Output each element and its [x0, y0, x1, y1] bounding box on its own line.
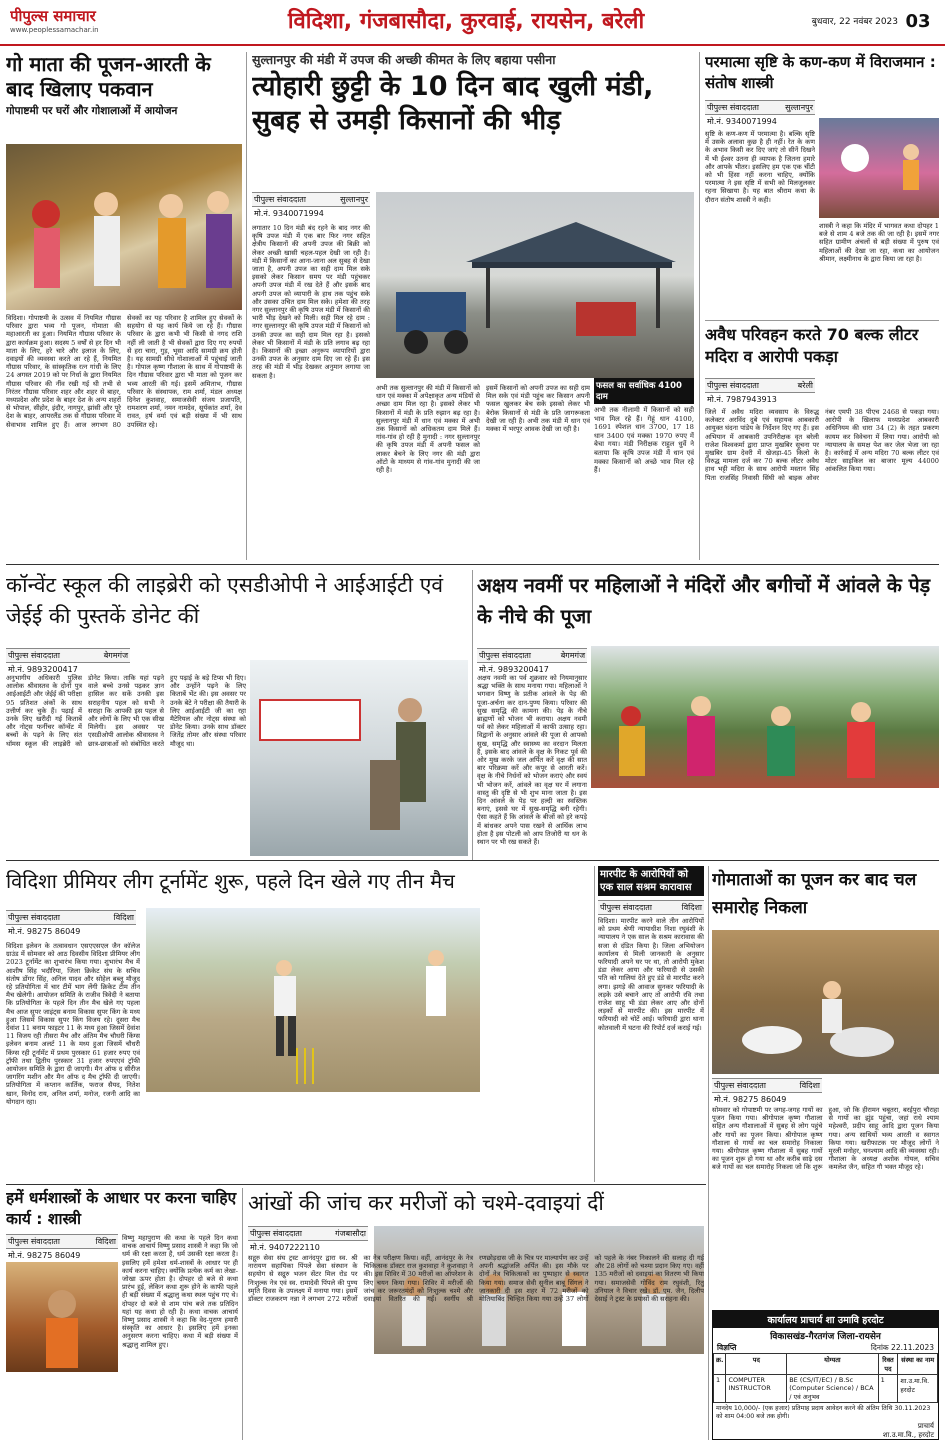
mobile: मो.नं. 9340071994 — [707, 117, 777, 126]
byline-block — [705, 378, 815, 406]
mobile: मो.नं. 98275 86049 — [8, 1251, 81, 1260]
ad-sign-2: शा.उ.मा.वि., हरदोट — [882, 1431, 934, 1440]
headline: गो माता की पूजन-आरती के बाद खिलाए पकवान — [6, 52, 211, 101]
mobile: मो.नं. 98275 86049 — [714, 1095, 787, 1104]
location: गंजबासौदा — [335, 1229, 366, 1238]
subheadline: गोपाष्टमी पर घरों और गोशालाओं में आयोजन — [6, 105, 178, 117]
cell-institute: शा.उ.मा.वि. हरदोट — [898, 1375, 938, 1403]
story-gomata-juloos — [712, 866, 939, 1306]
location: सुल्तानपुर — [340, 195, 368, 204]
reporter: पीपुल्स संवाददाता — [600, 903, 652, 912]
col-institute: संस्था का नाम — [898, 1354, 938, 1375]
city-banner — [186, 4, 746, 40]
photo-mandi — [376, 192, 694, 378]
byline-block — [712, 1078, 822, 1106]
byline-block — [248, 1226, 368, 1254]
photo-gau-pujan — [6, 144, 242, 310]
byline-block — [6, 1234, 118, 1262]
ad-sign: प्राचार्य — [917, 1422, 934, 1431]
headline: कॉन्वेंट स्कूल की लाइब्रेरी को एसडीओपी ने आईआईटी एवं जेईई की पुस्तकें डोनेट कीं — [6, 573, 444, 628]
col-qual: योग्यता — [787, 1354, 878, 1375]
story-premier-league — [6, 866, 590, 1182]
article-body-2: शास्त्री ने कहा कि मंदिर में भागवत कथा दोपहर 1 बजे से शाम 4 बजे तक की जा रही है। इसमें नगर सहित ग्रामीण अंचलों से बड़ी संख्या में पुरुष एवं महिलाओं की देखा जा रहा, कथा का आयोजन श्रीमान, लक्ष्मीनाथ के द्वारा किया जा रहा है। — [819, 222, 939, 263]
story-mandi — [252, 52, 694, 560]
ad-block: विकासखंड-गैरतगंज जिला-रायसेन — [770, 1332, 881, 1342]
byline-block — [705, 100, 815, 128]
col-post: पद — [726, 1354, 787, 1375]
article-body: सद्गुरु सेवा संघ ट्रस्ट आनंदपुर द्वारा स्व. श्री नारायण सहायिका पिंपले सेवा संस्थान के सहयोग से सद्गुरु भजन सेंटर मिल रोड पर निःशुल्क नेत्र एवं स्व. रामादेवी पिंपले की पुण्य स्मृति दिवस के उपलक्ष्य में मनाया गया। इसमें डॉक्टर राजकरण नन्ना ने लगभग 272 मरीजों का नेत्र परीक्षण किया। वहीं, आनंदपुर के नेत्र चिकित्सक डॉक्टर राज कुशवाहा ने कुशवाहा ने की। इस शिविर में 30 मरीजों का ऑपरेशन के लिए चयन किया गया। शिविर में मरीजों की जांच कर जरूरतमंदों को निःशुल्क चश्मे और दवाइयां वितरित की गईं। स्वर्गीय श्री रणछोड़दास जी के चित्र पर माल्यार्पण कर उन्हें अपनी श्रद्धांजलि अर्पित की। इस मौके पर दोनों नेत्र चिकित्सकों का पुष्पाहार से स्वागत किया गया। समाज सेवी सुनील बाबू सिंगल ने जानकारी दी इस शहर में 72 मरीजों को मोतियाबिंद चिन्हित किया गया उन्हें 37 लोगों को पहले के नंबर निकालने की सलाह दी गई और 28 लोगों को चश्मा प्रदान किए गए। वहीं 135 मरीजों को दवाइयां का वितरण भी किया गया। समाजसेवी गोविंद राम रघुवंशी, रितु उनियाल ने विचार रखे। डॉ. एम. जैन, दिलीप देसाई ने ट्रस्ट के प्रयासों की सराहना की। — [248, 1254, 704, 1304]
article-body: विदिशा। गोपाष्टमी के उत्सव में नियमित गौग्रास परिवार द्वारा भव्य गो पूजन, गोमाता की महाआरती का हुआ। नियमित गौग्रास परिवार के द्वारा कार्यक्रम हुआ। सदस्य 5 वर्षों से हर दिन भी माता के लिए, हरे चारे और इलाज के लिए, दवाइयों की व्यवस्था करते आ रहे हैं, नियमित गौग्रास परिवार, के सांस्कृतिक रत्न गांधी के लिए 24 अगस्त 2019 को पर निर्धा के द्वारा नियमित गौग्रास परिवार की नींव रखी गई थी तभी से निरंतर गौग्रास परिवार शहर और शहर से बाहर, मध्यप्रदेश और प्रदेश के बाहर देश के अन्य शहरों से भोपाल, सीहोर, इंदौर, नागपुर, झांसी और पूरे देश के बाहर, आयरलैंड तक से गौग्रास परिवार में सेवाभाव शामिल हुए हैं। आज लगभग 80 सेवकों का यह परिवार है शामिल हुए सेवकों के सहयोग से यह कार्य किये जा रहे हैं। गौग्रास परिवार के द्वारा कभी भी किसी से नगद राशि नहीं ली जाती है भी सेवकों द्वारा दिए गए रुपयों से हरा चारा, गुड़, भूसा आदि सामग्री क्रय होती है। यह सामग्री सीधे गोशालाओं में पहुंचाई जाती है। गोपाल कृष्ण गौशाला के साथ में गोपाष्टमी के दिन गौग्रास परिवार द्वारा भी माता को पूजन कर भव्य आरती की गई। इसमें अमिताभ, गौग्रास परिवार के संस्थापक, राम शर्मा, मंडल अध्यक्ष दिनेश कुशवाह, समाजसेवी संजय प्रजापति, रामशरण शर्मा, नमन नामदेव, सूर्यकांत शर्मा, देव रावत, हर्ष वर्मा एवं बड़ी संख्या में भी साथ उपस्थित रहे। — [6, 314, 242, 429]
article-body: विदिशा इलेवन के तत्वावधान एसएएसएल जैन कॉलेज ग्राउंड में सोमवार को आठ दिवसीय विदिशा प्रीमियर लीग 2023 टूर्नामेंट का शुभारंभ किया गया। शुभारंभ मैच में आशीष सिंह भदौरिया, जिला क्रिकेट संघ के सचिव संतोष डोंगर सिंह, अनिल यादव और सोहेल बब्लू मौजूद रहे प्रतियोगिता में चार टीमें भाग लेंगी क्रिकेट टीम तीन मैच खेलेगी। आयोजन समिति के राजीव त्रिवेदी ने बताया कि प्रतियोगिता के पहले दिन तीन मैच खेले गए पहला मैच आज सुपर जाइंट्स बनाम विकास सुपर किंग के मध्य हुआ जिसमें विकास सुपर किंग विजय रहे। दूसरा मैच देवांश 11 बनाम फाइटर 11 के मध्य हुआ जिसमें देवांश 11 विजय रही तीसरा मैच और अंतिम मैच चौधरी किंग्स इलेवन बनाम अलर्ट 11 के मध्य हुआ जिसमें चौधरी किंग्स रही टूर्नामेंट में प्रथम पुरस्कार 61 हजार रुपए एवं ट्रॉफी तथा द्वितीय पुरस्कार 31 हजार रुपएएवं ट्रॉफी आयोजन समिति के द्वारा दी जाएगी। मैन ऑफ द सीरीज जागरिंग मशीन और मैन ऑफ द मैच ट्रॉफी दी जाएगी। प्रतियोगिता में कप्तान कार्तिक, फराज सैयद, नितेश खान, विनोद राय, अनिल शर्मा, मनोज, रजनी आदि का योगदान रहा। — [6, 942, 140, 1106]
article-body: सृष्टि के कण-कण में परमात्मा है। बल्कि सृष्टि में उसके अलावा कुछ है ही नहीं। रेत के कण के अभाव किसी कर दिए जाएं तो सीनें दिखने में भी ईश्वर उतना ही व्यापक है जितना हमारे और आपके भीतर। इसलिए हम एक एक चींटी को भी हिंसा नहीं करना चाहिए, क्योंकि परमात्मा ने इस सृष्टि में सभी को मिलजुलकर रहना सिखाया है। यह बात श्रीराम कथा के दौरान संतोष शास्त्री ने कही। — [705, 130, 815, 204]
article-body: अनुभागीय अधिकारी पुलिस आलोक श्रीवास्तव के दोनों पुत्र आईआईटी और जेईई की परीक्षा 95 प्रतिशत अंकों के साथ उत्तीर्ण कर चुके हैं। पढ़ाई में उनके लिए खरीदी गई किताबें और नोट्स फर्नीचर कॉन्वेंट में बच्चों के पढ़ने के लिए संत थॉमस स्कूल की लाइब्रेरी को डोनेट किया। ताकि यहां पढ़ने वाले बच्चे उनसे पढ़कर ज्ञान हासिल कर सकें उनकी इस सराहनीय पहल को सभी ने सराहा कि आपकी इस पहल से और लोगों के लिए भी एक सीख मिलेगी। इस अवसर पर एसडीओपी आलोक श्रीवास्तव ने छात्र-छात्राओं को संबोधित करते हुए पढ़ाई के बड़े टिप्स भी दिए। और उन्होंने पढ़ने के लिए किताबें भेंट की। इस अवसर पर उनके बेटे ने परीक्षा की तैयारी के लिए आईआईटी जी का रहा मैटेरियल और नोट्स संस्था को डोनेट किया। उनके साथ डॉक्टर जितेंद्र तोमर और संस्था परिवार मौजूद था। — [6, 674, 246, 748]
photo-shed — [376, 192, 694, 378]
story-court — [598, 866, 704, 1182]
headline: हमें धर्मशास्त्रों के आधार पर करना चाहिए कार्य : शास्त्री — [6, 1189, 237, 1228]
logo[interactable] — [10, 6, 170, 40]
ad-office: कार्यालय प्राचार्य शा उमावि हरदोट — [713, 1311, 938, 1328]
logo-text: पीपुल्स समाचार — [10, 7, 96, 25]
city-list: विदिशा, गंजबासौदा, कुरवाई, रायसेन, बरेली — [287, 9, 645, 34]
article-body: विष्णु महापुराण की कथा के पहले दिन कथा वाचक आचार्य विष्णु प्रसाद शास्त्री ने कहा कि जो धर्म की रक्षा करता है, धर्म उसकी रक्षा करता है। इसलिए हमें हमेशा धर्म-शास्त्रों के आधार पर ही कार्य करना चाहिए। क्योंकि प्रत्येक कर्म का लेखा-जोखा ऊपर होता है। दोपहर दो बजे से कथा प्रारंभ हुई, लेकिन कथा शुरू होने के काफी पहले ही बड़ी संख्या में श्रद्धालु कथा स्थल पहुंच गए थे। दोपहर दो बजे से शाम पांच बजे तक प्रतिदिन यहां यह कथा हो रही है। कथा वाचक आचार्य विष्णु प्रसाद शास्त्री ने कहा कि वेद-पुराण हमारी संस्कृति का आधार है। इसलिए हमें इनका अनुसरण करना चाहिए। कथा में बड़ी संख्या में श्रद्धालु शामिल हुए। — [122, 1234, 238, 1349]
headline: अक्षय नवमीं पर महिलाओं ने मंदिरों और बगीचों में आंवले के पेड़ के नीचे की पूजा — [477, 574, 931, 628]
byline-block — [6, 648, 130, 676]
photo-stage — [819, 118, 939, 218]
headline: त्योहारी छुट्टी के 10 दिन बाद खुली मंडी, सुबह से उमड़ी किसानों की भीड़ — [252, 71, 654, 136]
page-number: 03 — [905, 11, 931, 32]
byline-block — [477, 648, 587, 676]
reporter: पीपुल्स संवाददाता — [479, 651, 531, 660]
reporter: पीपुल्स संवाददाता — [8, 913, 60, 922]
reporter: पीपुल्स संवाददाता — [8, 651, 60, 660]
photo-figures — [6, 144, 242, 310]
cell-vacancy: 1 — [878, 1375, 898, 1403]
photo-cricket — [146, 908, 480, 1092]
story-eye-camp — [248, 1188, 704, 1440]
cell-post: COMPUTER INSTRUCTOR — [726, 1375, 787, 1403]
story-avaidh-madira — [705, 324, 939, 560]
byline-block — [252, 192, 370, 220]
story-santosh-shastri — [705, 52, 939, 322]
reporter: पीपुल्स संवाददाता — [8, 1237, 60, 1246]
mobile: मो.नं. 9893200417 — [8, 665, 78, 674]
article-body: जिले में अवैध मदिरा व्यवसाय के विरुद्ध कलेक्टर अरविंद दुबे एवं सहायक आबकारी आयुक्त घंदना पांडेय के निर्देशन दिए गए हैं। इस अभियान में आबकारी उपनिरीक्षक वृत बरेली राजेश विश्वकर्मा द्वारा प्राप्त मुखबिर सूचना पर मुखबिर ग्राम देवरी में खेजड़ा-45 किलो के विरुद्ध मामला दर्ज कर 70 बल्क लीटर अवैध हाथ भट्टी मदिरा के साथ आरोपी मस्तान सिंह पिता राजसिंह निवासी सिंघी को बाइक ओवर नंबर एमपी 38 पीएच 2468 से पकड़ा गया। आरोपी के खिलाफ मध्यप्रदेश आबकारी अधिनियम की धारा 34 (2) के तहत प्रकरण कायम कर विवेचना में लिया गया। आरोपी को न्यायालय के समक्ष पेश कर जेल भेजा जा रहा है। कार्रवाई में अन्य मदिरा 70 बल्क लीटर एवं मोटर साइकिल का बाजार मूल्य 44000 आंकलित किया गया। — [705, 408, 939, 482]
headline: परमात्मा सृष्टि के कण-कण में विराजमान : संतोष शास्त्री — [705, 53, 936, 92]
ad-date: दिनांक 22.11.2023 — [870, 1343, 934, 1352]
photo-speaker — [6, 1262, 118, 1372]
headline: गोमाताओं का पूजन कर बाद चल समारोह निकला — [712, 870, 917, 918]
article-body: सोमवार को गोपाष्टमी पर जगह-जगह गायों का पूजन किया गया। श्रीगोपाल कृष्ण गौशाला सहित अन्य गौशालाओं में सुबह से लोग पहुंचे और गायों का पूजन किया। श्रीगोपाल कृष्ण गौशाला से गायों का चल समारोह निकाला गया। श्रीगोपाल कृष्ण गौशाला में सुबह गायों का पूजन शुरू हो गया था और करीब साढ़े दस बजे गायों का चल समारोह निकला जो कि शुरू हुआ, जो कि हीरामन चबूतरा, बरईपुरा चौराहा से गायों का झुंड पहुंचा, जहां राधे श्याम महेश्वरी, प्रदीप साहू आदि द्वारा पूजन किया गया। अन्य साथियों भव्य आरती व स्वागत किया गया। खरीफाटक पर मौजूद लोगों ने मुरली मनोहर, घनश्याम आदि की व्यवस्था रही। गौशाला के अध्यक्ष अशोक गोयल, सचिव कमलेश जैन, सहित गौ भक्त मौजूद रहे। — [712, 1106, 939, 1172]
reporter: पीपुल्स संवाददाता — [714, 1081, 766, 1090]
headline: मारपीट के आरोपियों को एक साल सश्रम कारावास — [598, 866, 704, 896]
reporter: पीपुल्स संवाददाता — [707, 381, 759, 390]
reporter: पीपुल्स संवाददाता — [707, 103, 759, 112]
col-vacancy: रिक्त पद — [878, 1354, 898, 1375]
location: बेगमगंज — [560, 651, 585, 660]
photo-katha — [819, 118, 939, 218]
callout-head: फसल का सर्वाधिक 4100 दाम — [594, 378, 694, 404]
column-2: अभी तक सुल्तानपुर की मंडी में किसानों को धान एवं मक्का में अपेक्षाकृत अन्य मंडियों से अच्छा दाम मिल रहा है। इसको लेकर भी किसानों में मंडी के प्रति रुझान बढ़ रहा है। सुल्तानपुर मंडी में धान एवं मक्का में अभी तक किसानों को अधिकतम दाम मिले हैं। गांव-गांव हो रही है मुनादी : नगर सुल्तानपुर की कृषि उपज मंडी में अपनी फसल को लाकर बेचने के लिए नगर की मंडी द्वारा ऑटो के माध्यम से गांव-गांव मुनादी की जा रही है। — [376, 384, 480, 475]
col-sno: क्र. — [714, 1354, 726, 1375]
location: विदिशा — [113, 913, 134, 922]
mobile: मो.नं. 98275 86049 — [8, 927, 81, 936]
byline-block — [6, 910, 136, 938]
headline: अवैध परिवहन करते 70 बल्क लीटर मदिरा व आरोपी पकड़ा — [705, 325, 919, 366]
mobile: मो.नं. 9407222110 — [250, 1243, 320, 1252]
site-url: www.peoplessamachar.in — [10, 26, 99, 34]
photo-cows — [712, 930, 939, 1074]
photo-podium — [250, 660, 468, 856]
kicker: सुल्तानपुर की मंडी में उपज की अच्छी कीमत के लिए बहाया पसीना — [252, 52, 556, 67]
ad-note: मानदेय 10,000/- (एक हजार) प्रतिमाह प्रदाय आवेदन करने की अंतिम तिथि 30.11.2023 को शाम 04:00 बजे तक होगी। — [716, 1405, 931, 1420]
price-callout — [594, 378, 694, 560]
location: सुल्तानपुर — [785, 103, 813, 112]
photo-navami-puja — [591, 646, 939, 788]
photo-katha-vachak — [6, 1262, 118, 1372]
location: विदिशा — [681, 903, 702, 912]
photo-sdop — [250, 660, 468, 856]
article-body: विदिशा। मारपीट करने वाले तीन आरोपियों को प्रथम श्रेणी न्यायाधीश निशा रघुवंशी के न्यायालय ने एक साल के सश्रम कारावास की सजा से दंडित किया है। जिला अभियोजन कार्यालय से मिली जानकारी के अनुसार फरियादी अपने घर पर था, तो आरोपी मुकेश डंडा लेकर आया और फरियादी से उसकी पति को गालियां देते हुए डंडे से मारपीट करने लगा। झगड़े की आवाज सुनकर फरियादी के लड़के उसे बचाने आए तो आरोपी रवि तथा राजेश साहू भी डंडा लेकर आए और दोनों लड़कों से मारपीट की। इस मारपीट में फरियादी को चोटें आई। फरियादी द्वारा थाना कोतवाली में घटना की रिपोर्ट दर्ज कराई गई। — [598, 917, 704, 1032]
advertisement-vigyapti — [712, 1310, 939, 1440]
story-akshay-navami — [477, 570, 939, 856]
cell-sno: 1 — [714, 1375, 726, 1403]
masthead — [0, 0, 945, 46]
callout-body: अभी तक नीलामी में किसानों को सही भाव मिल रहे हैं। गेहूं धान 4100, 1691 स्पेशल धान 3700, 17 18 धान 3400 एवं मक्का 1970 रुपए में बेचा गया। मंडी निरीक्षक राहुल धुर्वे ने बताया कि कृषि उपज मंडी में धान एवं मक्का किसानों को अच्छे भाव मिल रहे हैं। — [594, 406, 694, 475]
location: विदिशा — [799, 1081, 820, 1090]
location: बरेली — [797, 381, 813, 390]
mobile: मो.नं. 9893200417 — [479, 665, 549, 674]
table-row — [714, 1375, 938, 1403]
location: बेगमगंज — [103, 651, 128, 660]
photo-players — [146, 908, 480, 1092]
headline: विदिशा प्रीमियर लीग टूर्नामेंट शुरू, पहले दिन खेले गए तीन मैच — [6, 869, 455, 893]
headline: आंखों की जांच कर मरीजों को चश्मे-दवाइयां दीं — [248, 1191, 604, 1215]
ad-table — [713, 1353, 938, 1403]
photo-juloos — [712, 930, 939, 1074]
photo-women — [591, 646, 939, 788]
reporter: पीपुल्स संवाददाता — [254, 195, 306, 204]
reporter: पीपुल्स संवाददाता — [250, 1229, 302, 1238]
mobile: मो.नं. 7987943913 — [707, 395, 777, 404]
location: विदिशा — [95, 1237, 116, 1246]
cell-qual: BE (CS/IT/EC) / B.Sc (Computer Science) / BCA / एवं अनुभव — [787, 1375, 878, 1403]
ad-title: विज्ञप्ति — [717, 1343, 737, 1352]
story-library-donation — [6, 570, 468, 856]
story-dharmashastra — [6, 1188, 238, 1440]
issue-date: बुधवार, 22 नवंबर 2023 — [811, 17, 898, 27]
mobile: मो.नं. 9340071994 — [254, 209, 324, 218]
column-3: इसमें किसानों को अपनी उपज का सही दाम मिल सके एवं मंडी पहुंच कर किसान अपनी फसल खुलकर बेच सके इसको लेकर भी बेरोक किसानों से मंडी के प्रति जागरूकता देखी जा रही है। अभी तक मंडी में धान एवं मक्का में भरपूर आवक देखी जा रही है। — [486, 384, 590, 434]
column-1: लगातार 10 दिन मंडी बंद रहने के बाद नगर की कृषि उपज मंडी में एक बार फिर नगर सहित क्षेत्रीय किसानों की अपनी उपज की बिक्री को लेकर अच्छी खासी चहल-पहल देखी जा रही है। मंडी में किसानों का आना-जाना अल सुबह से देखा जाता है, अपनी उपज का सही दाम मिल सके इसको लेकर किसान समय पर मंडी पहुंचकर अपनी उपज मंडी में रख देते हैं और इसके बाद अपनी उपज को व्यापारी के हाथ तक पहुंच सके और उसका उचित दाम मिल सके। हमेशा की तरह नगर सुल्तानपुर की कृषि उपज मंडी में किसानों की भारी भीड़ देखने को मिली। सही मिल रहे दाम : नगर सुल्तानपुर की कृषि उपज मंडी में किसानों को उनकी उपज का सही दाम मिल रहा है। इसको लेकर भी किसानों में मंडी के प्रति लगाव बढ़ रहा है। किसानों की इच्छा अनुरूप व्यापारियों द्वारा उनकी उपज के अनुसार दाम दिए जा रहे हैं। इस तरह की मंडी में भीड़ देखकर अनुमान लगाया जा सकता है। — [252, 224, 370, 380]
article-body: अक्षय नवमी का पर्व शुक्रवार को नियमानुसार श्रद्धा भक्ति के साथ मनाया गया। महिलाओं ने भगवान विष्णु के प्रतीक आंवले के पेड़ की पूजा-अर्चना कर दान-पुण्य किया। परिवार की सुख समृद्धि की कामना की। पेड़ के नीचे ब्राह्मणों को भोजन भी कराया। अक्षय नवमी पर्व को लेकर महिलाओं में काफी उत्साह रहा। विद्वानों के अनुसार आंवले की पूजा से आपको सुख, समृद्धि और स्वास्थ्य का वरदान मिलता है, इसके बाद आंवले के वृक्ष के निकट पूर्व की ओर मुख करके जल अर्पित करें वृक्ष की सात बार परिक्रमा करें और कपूर से आरती करें। वृक्ष के नीचे निर्धनों को भोजन कराएं और स्वयं भी भोजन करें, आंवले का वृक्ष घर में लगाना वास्तु की दृष्टि से भी शुभ माना जाता है। इस दिन आंवले के पेड़ पर हल्दी का स्वस्तिक बनाएं, इससे घर में सुख-समृद्धि बनी रहेगी। ऐसा कहते हैं कि आंवले के बीजों को हरे कपड़े में बांधकर अपने पास रखने से आर्थिक लाभ होता है इस पोटली को आप तिजोरी या धन के स्थान पर भी रख सकते हैं। — [477, 674, 587, 847]
story-gomata-pujan — [6, 52, 242, 460]
